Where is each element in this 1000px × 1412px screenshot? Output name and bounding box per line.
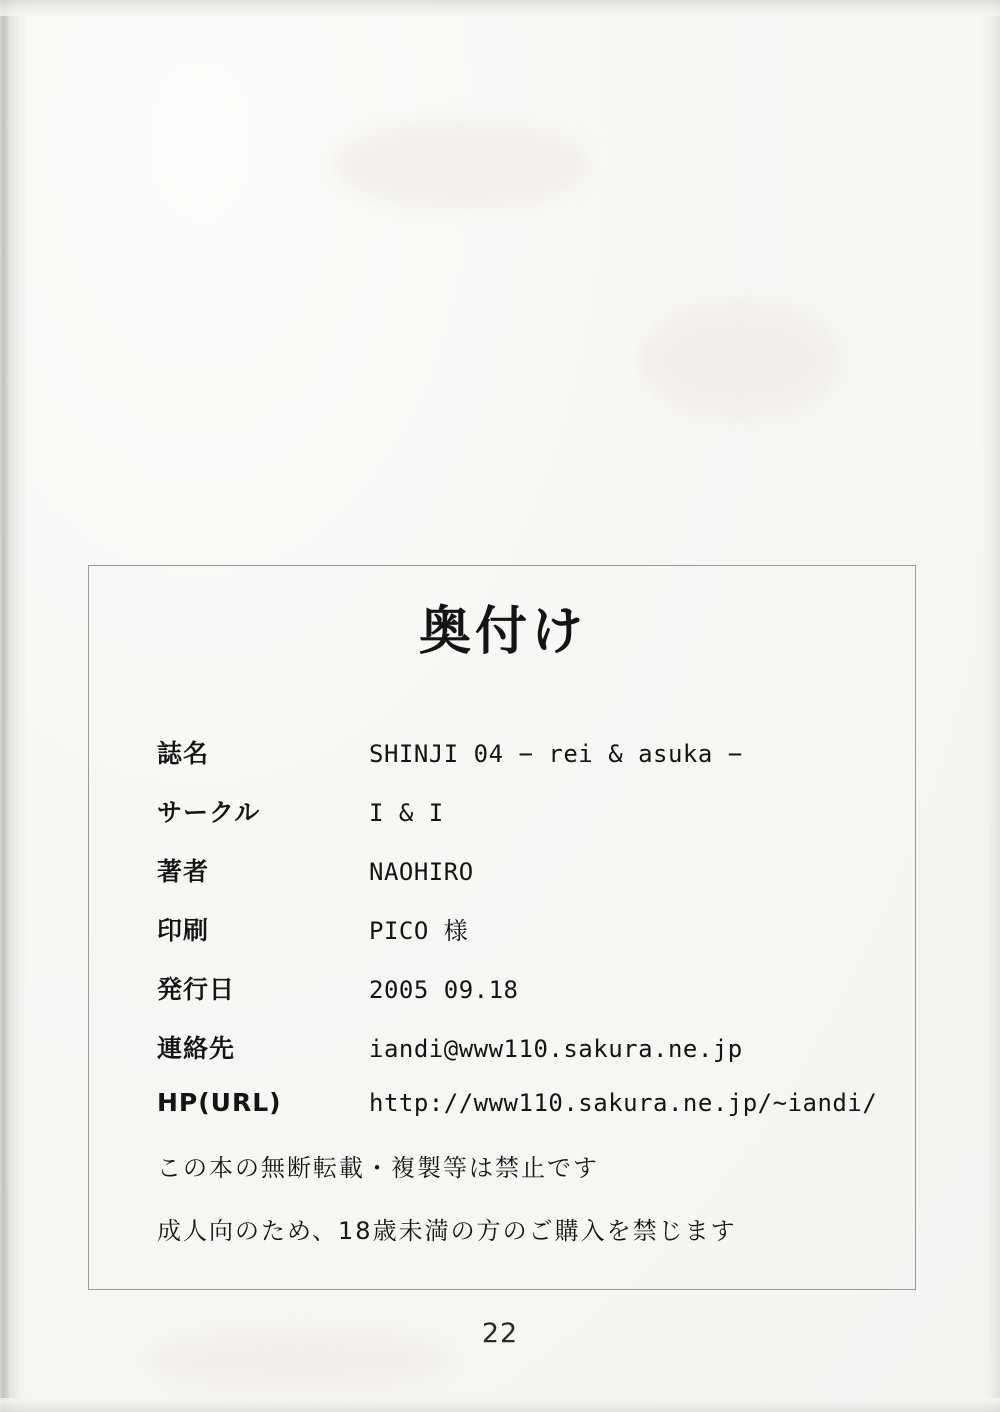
info-label: 発行日 [157, 975, 236, 1004]
scan-edge-right [982, 0, 1000, 1412]
info-label: 誌名 [157, 739, 210, 768]
colophon-box [88, 565, 916, 1290]
scan-edge-top [0, 0, 1000, 16]
page-number: 22 [481, 1318, 519, 1349]
info-value: SHINJI 04 − rei & asuka − [369, 740, 743, 768]
paper-smudge [330, 120, 590, 210]
table-row [157, 970, 897, 1029]
info-value: NAOHIRO [369, 858, 474, 886]
table-row [157, 793, 897, 852]
table-row [157, 734, 897, 793]
info-value: 2005 09.18 [369, 976, 519, 1004]
scan-edge-left [0, 0, 26, 1412]
scan-edge-bottom [0, 1398, 1000, 1412]
table-row [157, 852, 897, 911]
homepage-url: http://www110.sakura.ne.jp/~iandi/ [369, 1089, 878, 1117]
notice-line-age-restriction: 成人向のため、18歳未満の方のご購入を禁じます [157, 1217, 737, 1245]
notice-line-reproduction: この本の無断転載・複製等は禁止です [157, 1154, 599, 1182]
info-label: HP(URL) [157, 1088, 282, 1117]
info-label: 連絡先 [157, 1034, 236, 1063]
info-value: I & I [369, 799, 444, 827]
colophon-title: 奥付け [418, 602, 587, 662]
table-row [157, 911, 897, 970]
table-row [157, 1029, 897, 1088]
legal-notice [157, 1148, 897, 1274]
paper-smudge [640, 300, 840, 420]
publication-info-table [157, 734, 897, 1140]
info-value: PICO 様 [369, 917, 469, 945]
info-label: 印刷 [157, 916, 210, 945]
contact-email: iandi@www110.sakura.ne.jp [369, 1035, 743, 1063]
info-label: サークル [157, 798, 261, 827]
info-label: 著者 [157, 857, 210, 886]
table-row [157, 1088, 897, 1140]
